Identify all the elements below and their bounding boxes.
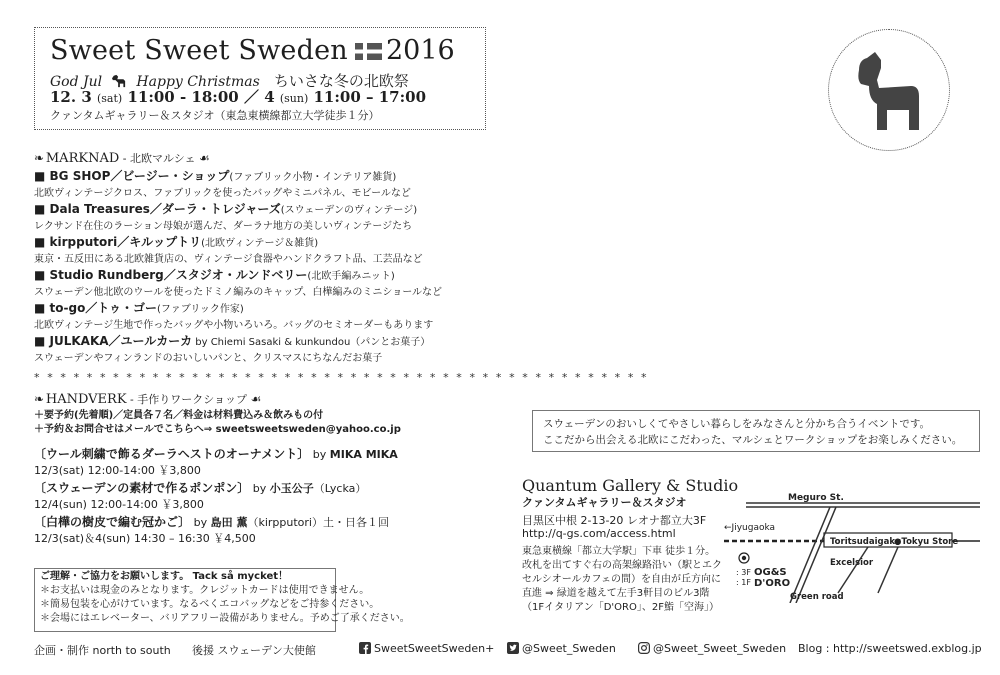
footer-facebook[interactable]: SweetSweetSweden+ [359,642,494,655]
workshop-item: 〔ウール刺繍で飾るダーラヘストのオーナメント〕 by MIKA MIKA 12/3(sat) 12:00-14:00 ￥3,800 [34,447,398,477]
list-item: ■ JULKAKA／ユールカーカ by Chiemi Sasaki & kunkundou（パンとお菓子） スウェーデンやフィンランドのおいしいパンと、クリスマスにちなんだお菓子 [34,334,431,364]
happy-christmas-text: Happy Christmas [136,74,260,90]
instagram-icon [638,642,650,654]
logo-circle [828,29,950,151]
map-label-ogs: OG&S [754,567,787,578]
map-label-excelsior: Excelsior [830,558,874,568]
list-item: ■ kirpputori／キルップトリ(北欧ヴィンテージ＆雑貨) 東京・五反田にある北欧雑貨店の、ヴィンテージ食器やハンドクラフト品、工芸品など [34,235,423,265]
map-label-tokyu-store: ●Tokyu Store [894,537,959,547]
notice-box: ご理解・ご協力をお願いします。 Tack så mycket！ ＊お支払いは現金のみとなります。クレジットカードは使用できません。 ＊簡易包装を心がけています。なるべくエコバッグなどをご持参ください。 ＊会場にはエレベーター、バリアフリー設備がありません。予めご了承ください。 [34,568,336,632]
map-label-station: Toritsudaigaku [830,537,902,547]
gallery-name-jp: クァンタムギャラリー＆スタジオ [522,496,687,509]
footer-instagram[interactable]: @Sweet_Sweet_Sweden [638,642,786,655]
workshop-list [34,446,398,546]
dala-horse-icon [829,30,948,149]
swedish-flag-icon [355,43,382,60]
marknad-heading: ❧ MARKNAD - 北欧マルシェ ☙ [34,151,209,166]
list-item: ■ Dala Treasures／ダーラ・トレジャーズ(スウェーデンのヴィンテージ) レクサンド在住のラーション母娘が選んだ、ダーラナ地方の美しいヴィンテージたち [34,202,418,232]
footer-support: 後援 スウェーデン大使館 [192,644,316,657]
footer-twitter[interactable]: @Sweet_Sweden [507,642,616,655]
marknad-list [34,168,494,366]
svg-text:: 1F: : 1F [736,578,751,587]
list-item: ■ to-go／トゥ・ゴー(ファブリック作家) 北欧ヴィンテージ生地で作ったバッグや小物いろいろ。バッグのセミオーダーもあります [34,301,434,331]
access-map [718,493,980,603]
footer-planning: 企画・制作 north to south [34,644,171,657]
map-label-green-road: Green road [790,592,844,602]
gallery-name: Quantum Gallery & Studio [522,476,739,495]
directions: 東急東横線「都立大学駅」下車 徒歩１分。 改札を出てすぐ右の高架線路沿い（駅とエク セルシオールカフェの間）を自由が丘方向に 直進 ⇒ 緑道を越えて左手3軒目のビル3階 （1Fイタリアン「D'ORO」、2F鮨「空海」） [522,546,722,613]
gallery-address: 目黒区中根 2-13-20 レオナ都立大3F [522,514,707,527]
map-label-jiyugaoka: ←Jiyugaoka [724,523,776,533]
list-item: ■ Studio Rundberg／スタジオ・ルンドベリー(北欧手編みニット) スウェーデン他北欧のウールを使ったドミノ編みのキャップ、白樺編みのミニショールなど [34,268,442,298]
contact-email: ＋予約＆お問合せはメールでこちらへ⇒ sweetsweetsweden@yahoo.co.jp [34,424,401,435]
intro-box: スウェーデンのおいしくてやさしい暮らしをみなさんと分かち合うイベントです。 ここだから出会える北欧にこだわった、マルシェとワークショップをお楽しみください。 [532,410,980,452]
workshop-item: 〔白樺の樹皮で編む冠かご〕 by 島田 薫（kirpputori）土・日各１回 12/3(sat)＆4(sun) 14:30 – 16:30 ￥4,500 [34,515,389,545]
facebook-icon [359,642,371,654]
gallery-url-link[interactable]: http://q-gs.com/access.html [522,527,676,540]
god-jul-text: God Jul [50,74,103,90]
handverk-heading: ❧ HANDVERK - 手作りワークショップ ☙ [34,392,261,407]
footer [34,642,980,658]
venue-text: クァンタムギャラリー＆スタジオ（東急東横線都立大学徒歩１分） [50,109,380,122]
svg-text:: 3F: : 3F [736,568,751,577]
event-subtitle-jp: ちいさな冬の北欧祭 [273,72,409,90]
divider-stars: * * * * * * * * * * * * * * * * * * * * * * * * * * * * * * * * * * * * * * * * * * * * * * * [34,371,649,384]
map-label-doro: D'ORO [754,578,791,589]
handverk-info: ＋要予約(先着順)／定員各７名／料金は材料費込み＆飲みもの付 ＋予約＆お問合せはメールでこちらへ⇒ sweetsweetsweden@yahoo.co.jp [34,410,401,435]
event-year: 2016 [386,35,455,66]
event-title: Sweet Sweet Sweden [50,35,348,66]
list-item: ■ BG SHOP／ビージー・ショップ(ファブリック小物・インテリア雑貨) 北欧ヴィンテージクロス、ファブリックを使ったバッグやミニパネル、モビールなど [34,169,411,199]
twitter-icon [507,642,519,654]
event-dates: 12. 3 (sat) 11:00 - 18:00 ／ 4 (sun) 11:00 – 17:00 [50,88,427,106]
workshop-item: 〔スウェーデンの素材で作るポンポン〕 by 小玉公子（Lycka） 12/4(sun) 12:00-14:00 ￥3,800 [34,481,367,511]
footer-blog[interactable]: Blog : http://sweetswed.exblog.jp [798,642,982,655]
map-label-meguro: Meguro St. [788,493,844,503]
